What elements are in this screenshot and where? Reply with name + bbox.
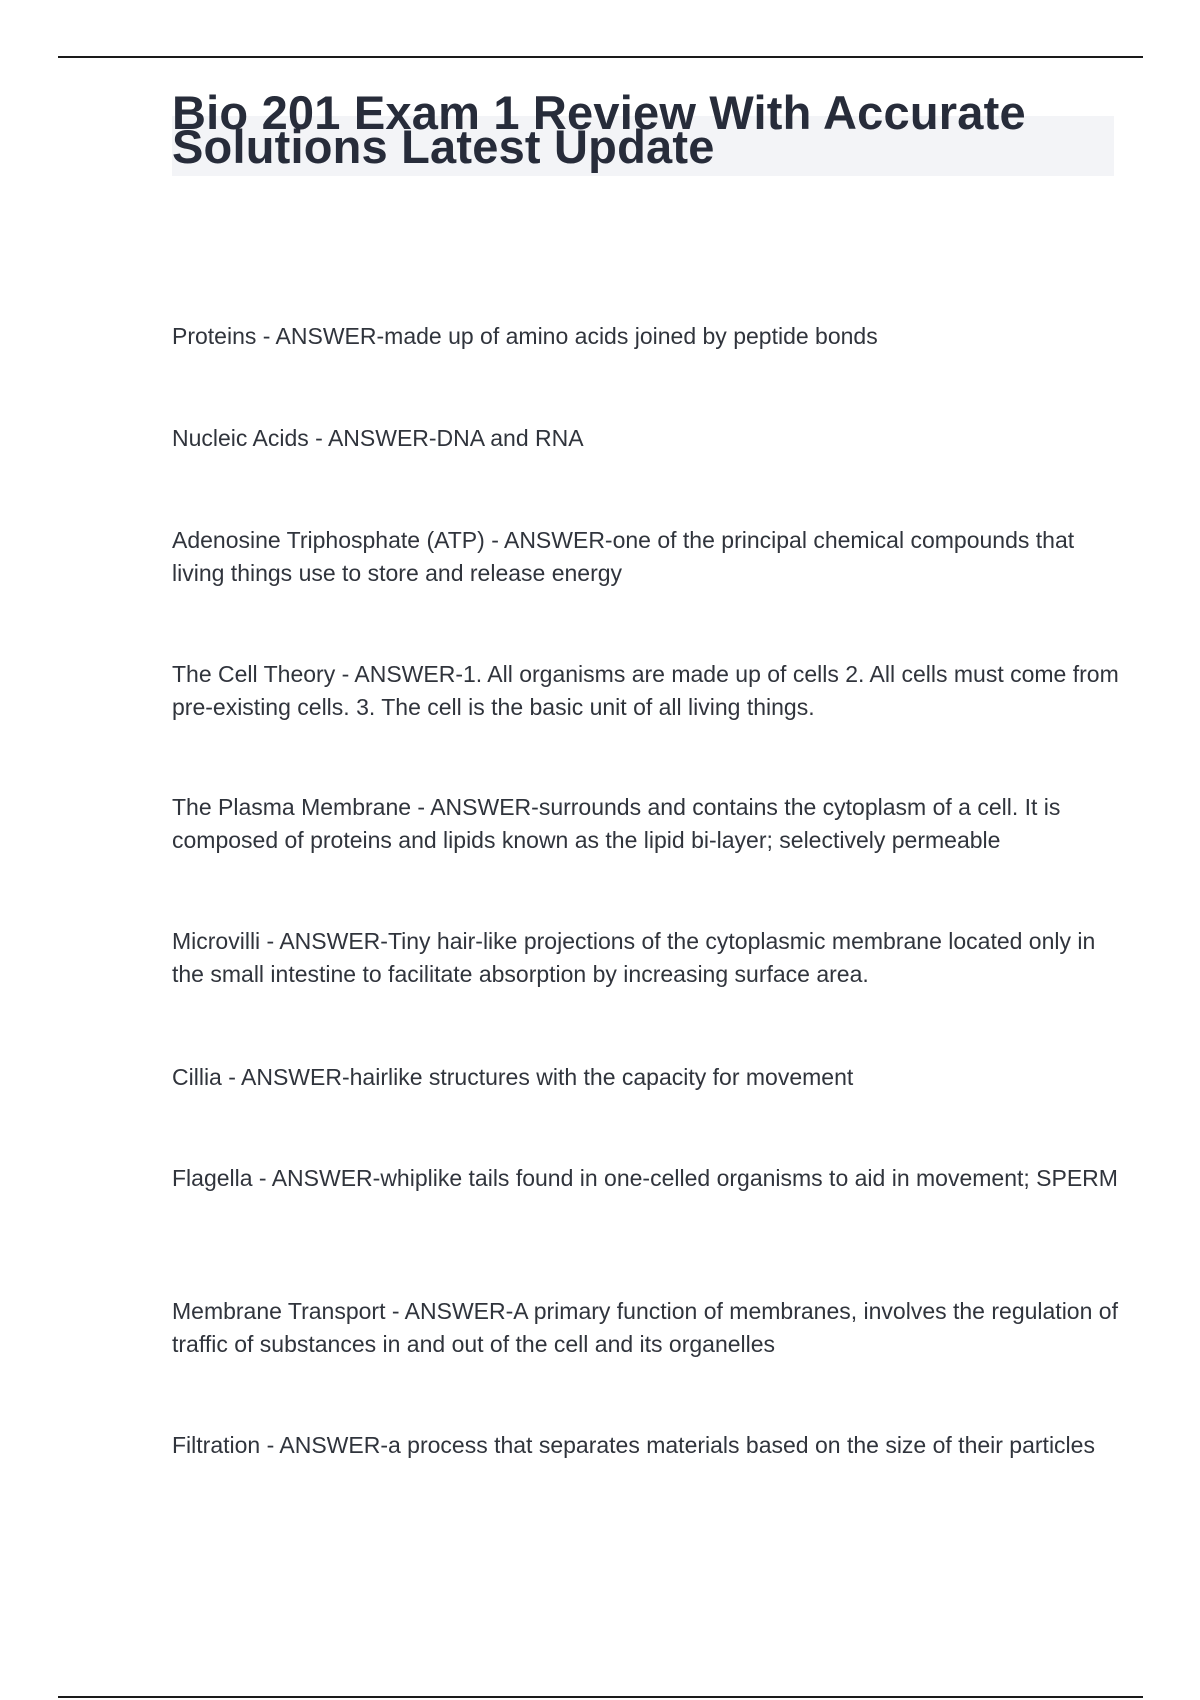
qa-entry: The Plasma Membrane - ANSWER-surrounds and contains the cytoplasm of a cell. It is composed of proteins and lipids known as the lipid bi-layer; selectively permeable bbox=[172, 794, 1061, 853]
qa-entry: Cillia - ANSWER-hairlike structures with the capacity for movement bbox=[172, 1064, 854, 1090]
qa-entry: Microvilli - ANSWER-Tiny hair-like projections of the cytoplasmic membrane located only in the small intestine to facilitate absorption by increasing surface area. bbox=[172, 928, 1096, 987]
qa-entry: Flagella - ANSWER-whiplike tails found in one-celled organisms to aid in movement; SPERM bbox=[172, 1165, 1118, 1191]
bottom-rule bbox=[58, 1696, 1143, 1698]
document-title: Bio 201 Exam 1 Review With Accurate Solutions Latest Update bbox=[172, 86, 1026, 173]
qa-entry: The Cell Theory - ANSWER-1. All organisms are made up of cells 2. All cells must come from pre-existing cells. 3. The cell is the basic unit of all living things. bbox=[172, 661, 1119, 720]
qa-entry: Proteins - ANSWER-made up of amino acids joined by peptide bonds bbox=[172, 323, 878, 349]
qa-entry: Membrane Transport - ANSWER-A primary function of membranes, involves the regulation of traffic of substances in and out of the cell and its organelles bbox=[172, 1298, 1118, 1357]
qa-entry: Filtration - ANSWER-a process that separates materials based on the size of their particles bbox=[172, 1432, 1095, 1458]
qa-entry: Adenosine Triphosphate (ATP) - ANSWER-one of the principal chemical compounds that living things use to store and release energy bbox=[172, 527, 1075, 586]
qa-entry: Nucleic Acids - ANSWER-DNA and RNA bbox=[172, 425, 584, 451]
top-rule bbox=[58, 56, 1143, 58]
